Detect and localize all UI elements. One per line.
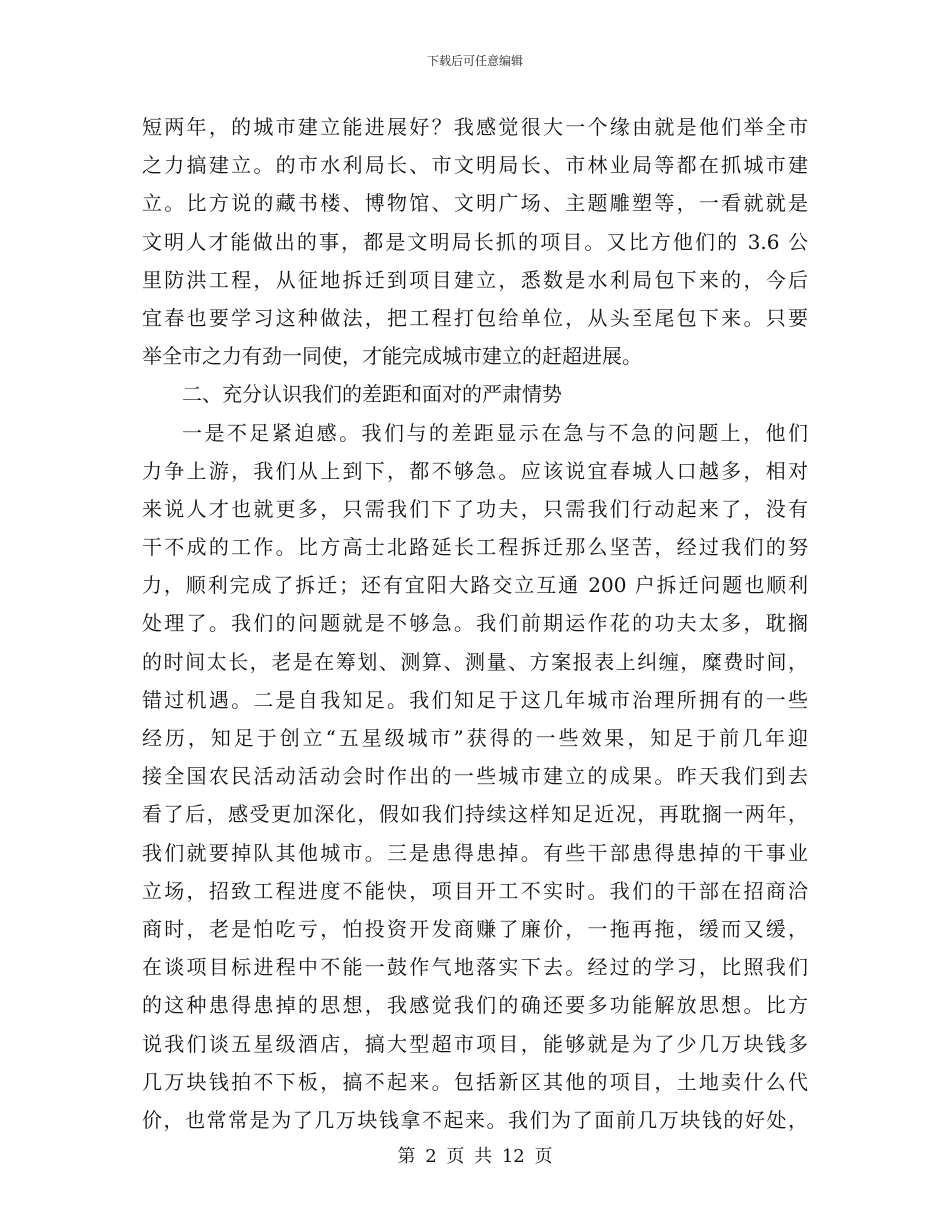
body-line-2: 之力搞建立。的市水利局长、市文明局长、市林业局等都在抓城市建 <box>142 153 808 178</box>
body-line-9: 一是不足紧迫感。我们与的差距显示在急与不急的问题上，他们 <box>182 420 808 445</box>
body-line-27: 价，也常常是为了几万块钱拿不起来。我们为了面前几万块钱的好处， <box>142 1107 808 1132</box>
body-line-26: 几万块钱拍不下板，搞不起来。包括新区其他的项目，土地卖什么代 <box>142 1069 808 1094</box>
body-line-20: 我们就要掉队其他城市。三是患得患掉。有些干部患得患掉的干事业 <box>142 840 808 865</box>
body-line-13: 力，顺利完成了拆迁；还有宜阳大路交立互通 200 户拆迁问题也顺利 <box>142 573 808 598</box>
body-line-21: 立场，招致工程进度不能快，项目开工不实时。我们的干部在招商洽 <box>142 878 808 903</box>
body-line-5: 里防洪工程，从征地拆迁到项目建立，悉数是水利局包下来的，今后 <box>142 267 808 292</box>
body-line-10: 力争上游，我们从上到下，都不够急。应该说宜春城人口越多，相对 <box>142 458 808 483</box>
body-line-7: 举全市之力有劲一同使，才能完成城市建立的赶超进展。 <box>142 344 642 369</box>
body-line-1: 短两年，的城市建立能进展好？我感觉很大一个缘由就是他们举全市 <box>142 115 808 139</box>
body-line-17: 经历，知足于创立“五星级城市”获得的一些效果，知足于前几年迎 <box>142 726 808 750</box>
body-line-18: 接全国农民活动活动会时作出的一些城市建立的成果。昨天我们到去 <box>142 764 808 789</box>
body-line-23: 在谈项目标进程中不能一鼓作气地落实下去。经过的学习，比照我们 <box>142 955 808 980</box>
body-line-16: 错过机遇。二是自我知足。我们知足于这几年城市治理所拥有的一些 <box>142 687 808 712</box>
body-line-14: 处理了。我们的问题就是不够急。我们前期运作花的功夫太多，耽搁 <box>142 611 808 636</box>
body-line-12: 干不成的工作。比方高士北路延长工程拆迁那么坚苦，经过我们的努 <box>142 535 808 560</box>
page-footer: 第 2 页 共 12 页 <box>397 1146 553 1167</box>
body-line-6: 宜春也要学习这种做法，把工程打包给单位，从头至尾包下来。只要 <box>142 305 808 330</box>
body-line-25: 说我们谈五星级酒店，搞大型超市项目，能够就是为了少几万块钱多 <box>142 1031 808 1056</box>
page-header: 下载后可任意编辑 <box>426 54 523 68</box>
body-line-11: 来说人才也就更多，只需我们下了功夫，只需我们行动起来了，没有 <box>142 496 808 521</box>
body-line-15: 的时间太长，老是在筹划、测算、测量、方案报表上纠缠，糜费时间， <box>142 649 808 674</box>
body-line-19: 看了后，感受更加深化，假如我们持续这样知足近况，再耽搁一两年， <box>142 802 808 827</box>
body-line-24: 的这种患得患掉的思想，我感觉我们的确还要多功能解放思想。比方 <box>142 993 808 1018</box>
body-line-3: 立。比方说的藏书楼、博物馆、文明广场、主题雕塑等，一看就就是 <box>142 191 808 216</box>
section-heading: 二、充分认识我们的差距和面对的严肃情势 <box>182 382 562 407</box>
body-line-22: 商时，老是怕吃亏，怕投资开发商赚了廉价，一拖再拖，缓而又缓， <box>142 916 808 941</box>
document-body <box>142 108 808 1139</box>
body-line-4: 文明人才能做出的事，都是文明局长抓的项目。又比方他们的 3.6 公 <box>142 229 808 254</box>
